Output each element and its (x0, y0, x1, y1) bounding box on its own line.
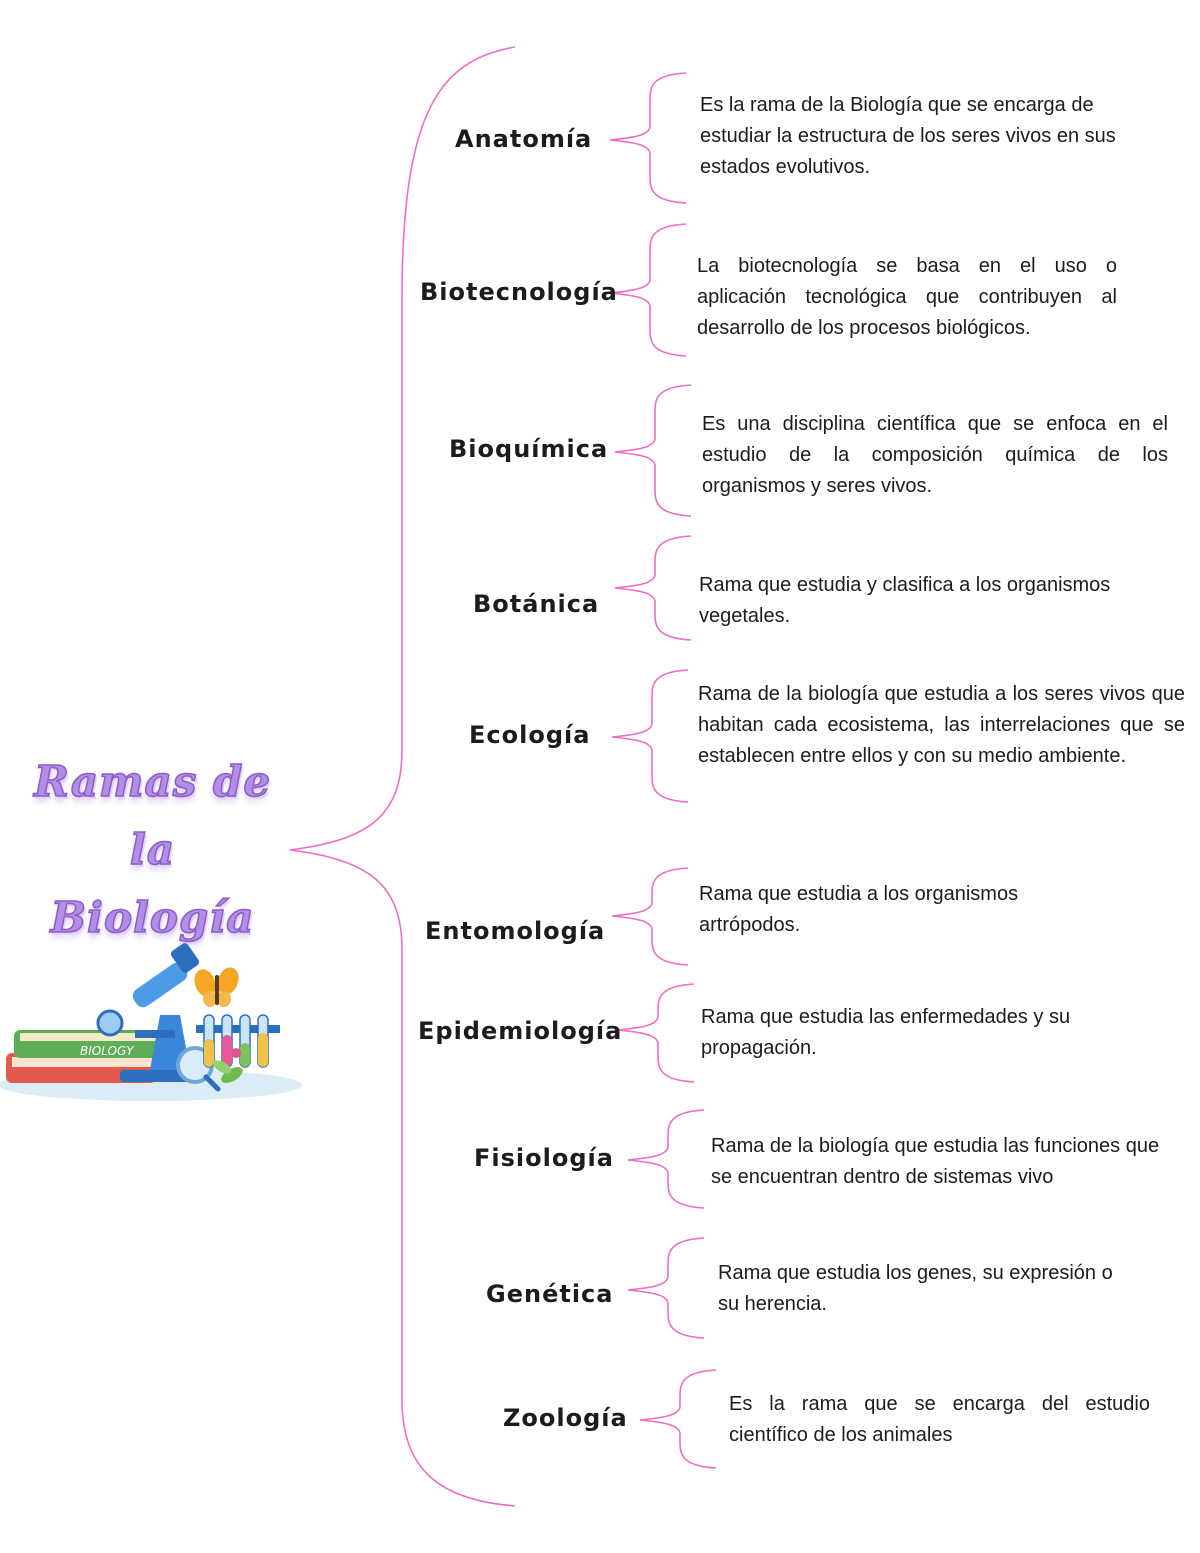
biology-illustration (0, 935, 310, 1115)
desc-bioquimica: Es una disciplina científica que se enfoca en el estudio de la composición química de los organismos y seres vivos. (702, 413, 1168, 497)
term-ecologia: Ecología (469, 721, 591, 749)
branch-brace (610, 73, 686, 203)
title-line-1: Ramas de la (33, 757, 272, 874)
branch-brace (628, 1238, 704, 1338)
term-epidemiologia: Epidemiología (418, 1017, 623, 1045)
term-fisiologia: Fisiología (474, 1144, 614, 1172)
desc-botanica: Rama que estudia y clasifica a los organismos vegetales. (699, 574, 1111, 627)
branch-brace (612, 868, 688, 965)
desc-genetica: Rama que estudia los genes, su expresión o su herencia. (718, 1262, 1113, 1315)
term-entomologia: Entomología (425, 917, 606, 945)
term-biotecnologia: Biotecnología (420, 278, 618, 306)
test-tubes-icon (196, 1015, 280, 1067)
diagram-title (10, 748, 295, 952)
term-botanica: Botánica (473, 590, 600, 618)
desc-ecologia: Rama de la biología que estudia a los seres vivos que habitan cada ecosistema, las interrelaciones que se establecen entre ellos y con su medio ambiente. (698, 683, 1185, 767)
term-anatomia: Anatomía (455, 125, 593, 153)
main-brace (290, 47, 515, 1506)
book-label: BIOLOGY (80, 1044, 134, 1058)
term-bioquimica: Bioquímica (449, 435, 609, 463)
desc-fisiologia: Rama de la biología que estudia las funciones que se encuentran dentro de sistemas vivo (711, 1135, 1160, 1188)
branch-brace (612, 670, 688, 802)
desc-zoologia: Es la rama que se encarga del estudio científico de los animales (729, 1393, 1150, 1446)
branch-brace (615, 385, 691, 516)
title-line-2: Biología (50, 893, 255, 942)
term-genetica: Genética (486, 1280, 614, 1308)
desc-biotecnologia: La biotecnología se basa en el uso o aplicación tecnológica que contribuyen al desarrollo de los procesos biológicos. (697, 255, 1117, 339)
desc-epidemiologia: Rama que estudia las enfermedades y su propagación. (701, 1006, 1071, 1059)
butterfly-icon (191, 964, 242, 1007)
branch-brace (628, 1110, 704, 1208)
branch-brace (618, 984, 694, 1082)
desc-anatomia: Es la rama de la Biología que se encarga de estudiar la estructura de los seres vivos en sus estados evolutivos. (700, 94, 1116, 178)
branch-brace (640, 1370, 716, 1468)
term-zoologia: Zoología (503, 1404, 628, 1432)
branch-brace (615, 536, 691, 640)
branch-brace (610, 224, 686, 356)
desc-entomologia: Rama que estudia a los organismos artrópodos. (699, 883, 1019, 936)
